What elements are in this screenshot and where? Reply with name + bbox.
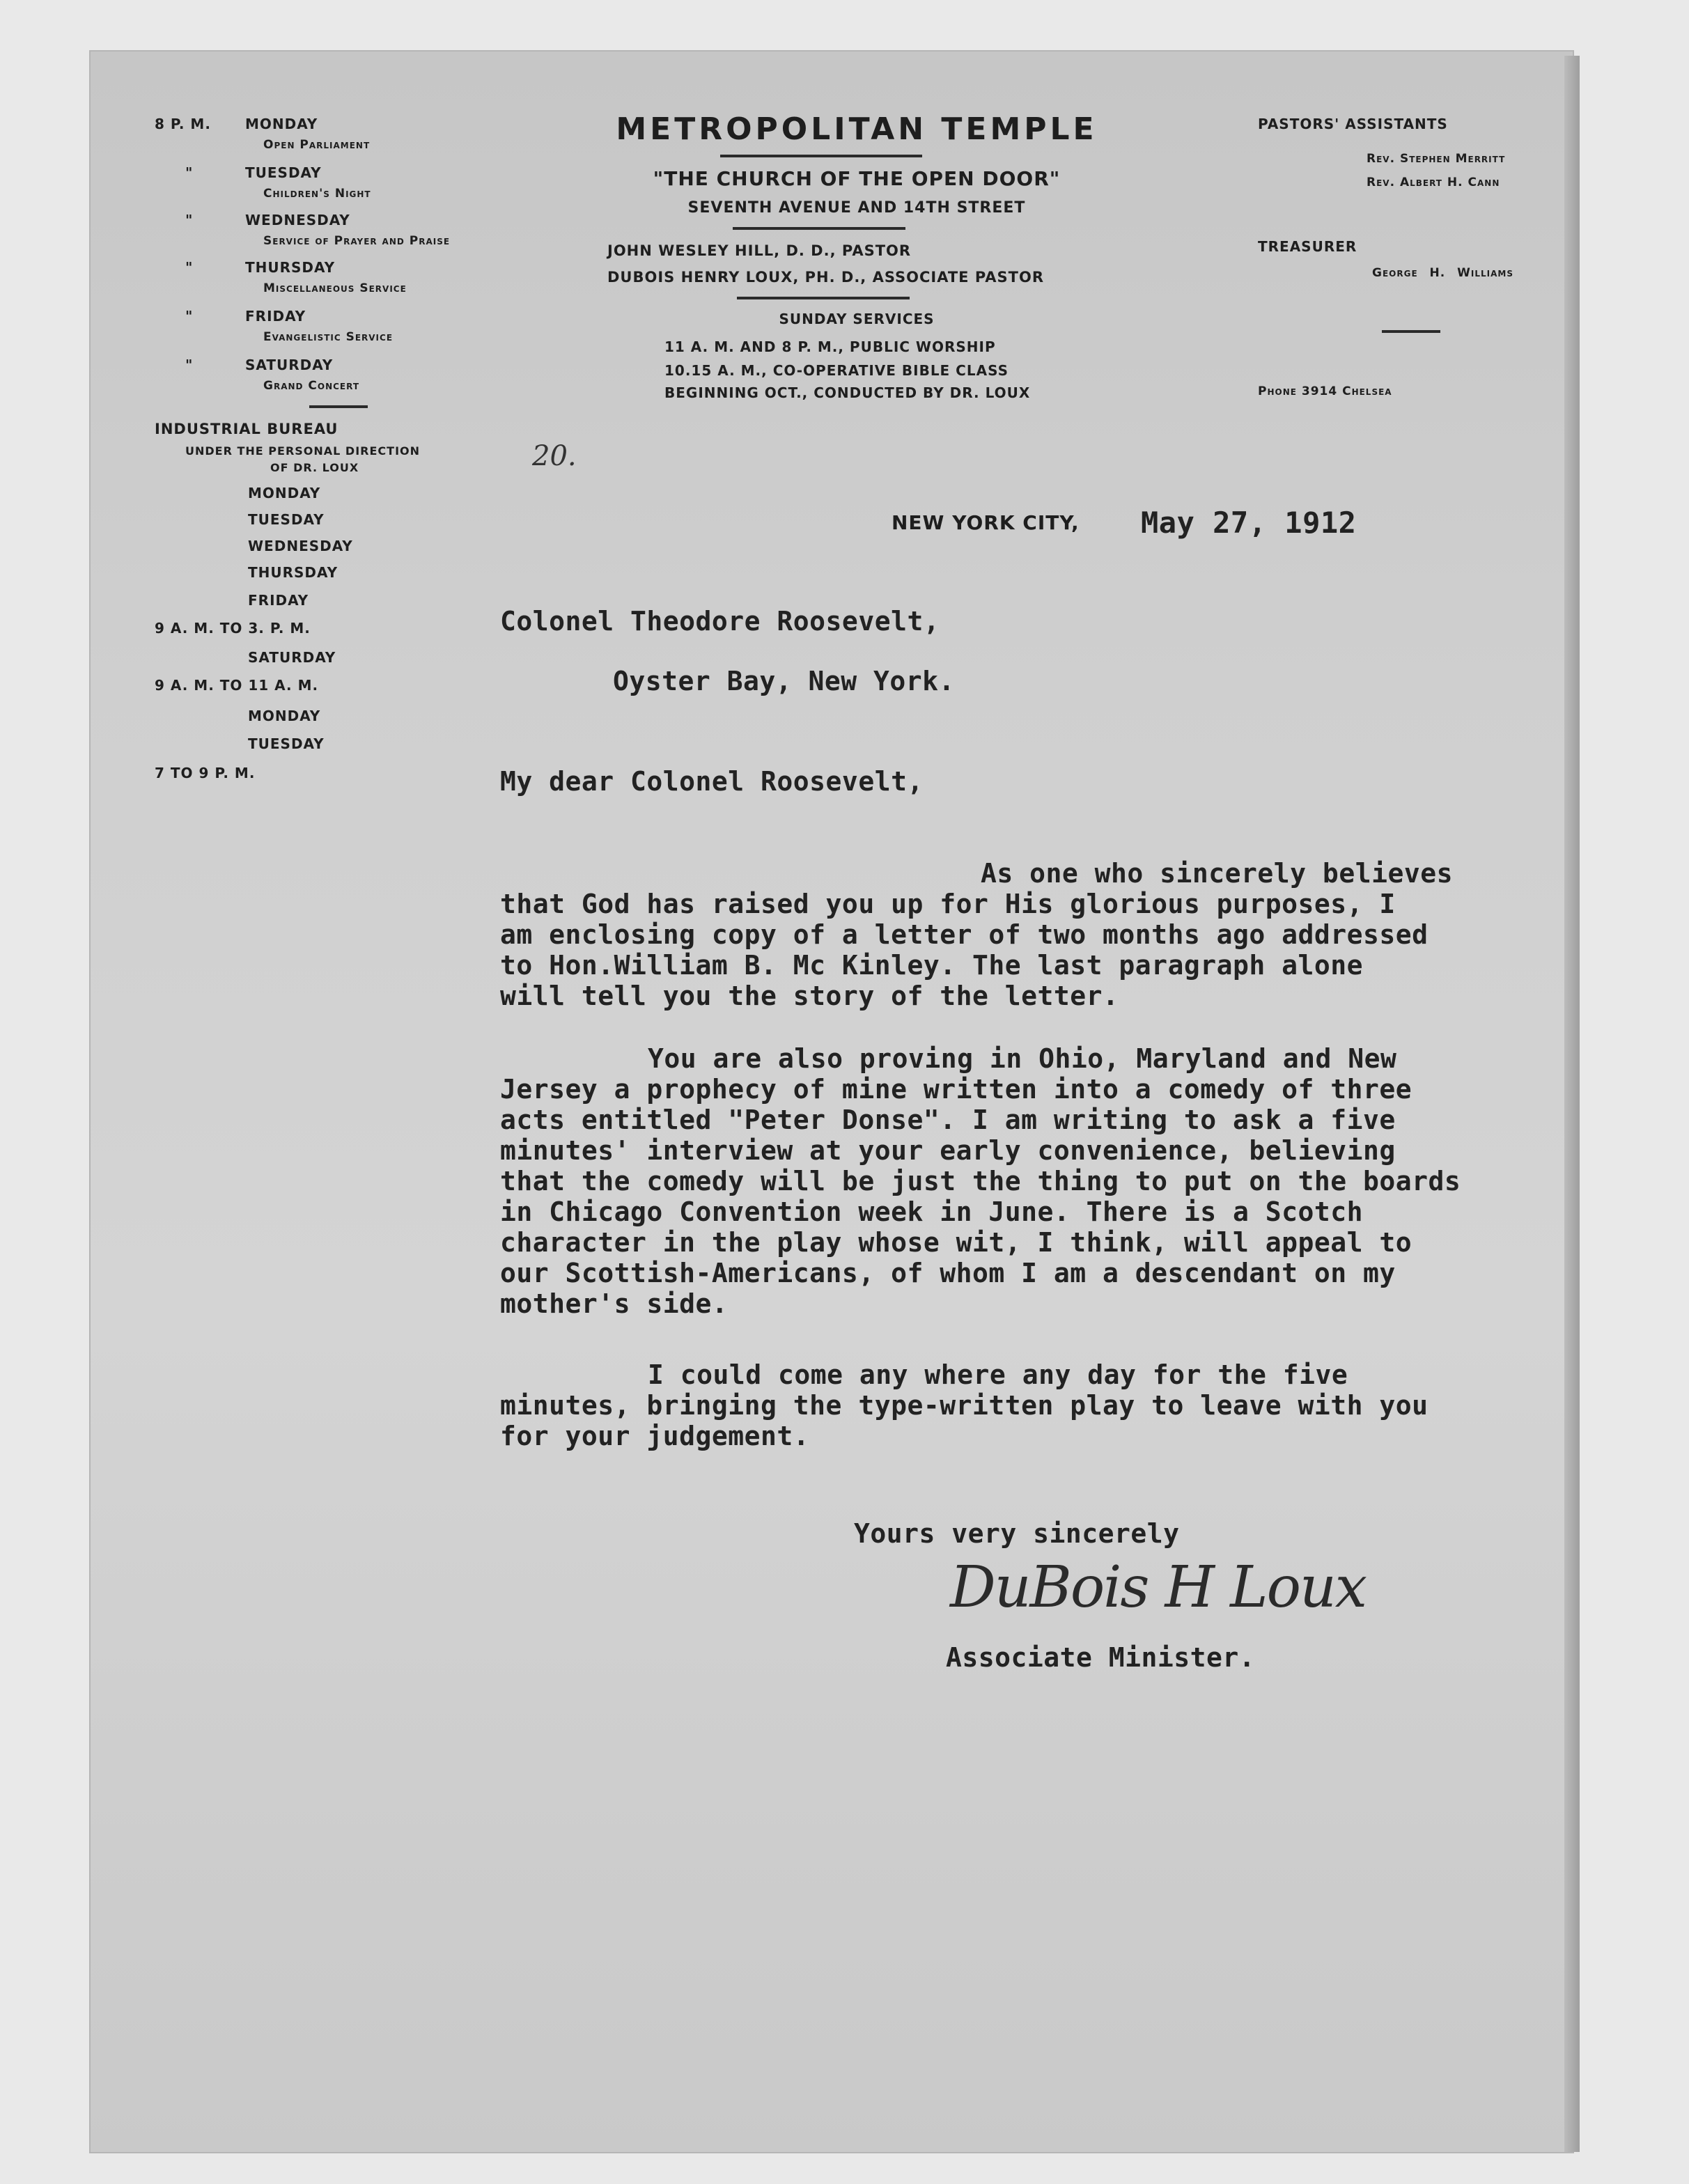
schedule-event: Evangelistic Service bbox=[263, 330, 394, 344]
church-motto: "THE CHURCH OF THE OPEN DOOR" bbox=[653, 167, 1061, 190]
schedule-day: WEDNESDAY bbox=[245, 212, 350, 228]
letter-date: May 27, 1912 bbox=[1141, 506, 1357, 540]
body-line: minutes, bringing the type-written play to leave with you bbox=[500, 1390, 1429, 1421]
body-line: our Scottish-Americans, of whom I am a descendant on my bbox=[500, 1258, 1396, 1288]
body-line: Jersey a prophecy of mine written into a comedy of three bbox=[500, 1074, 1412, 1105]
bureau-direction: OF DR. LOUX bbox=[270, 461, 359, 474]
ditto-mark: " bbox=[185, 308, 194, 325]
assistant-name: Rev. Stephen Merritt bbox=[1367, 152, 1506, 166]
treasurer-rule bbox=[1382, 330, 1440, 333]
bureau-day: THURSDAY bbox=[248, 564, 338, 581]
bureau-day: TUESDAY bbox=[248, 735, 325, 752]
bureau-title: INDUSTRIAL BUREAU bbox=[155, 421, 338, 437]
schedule-event: Miscellaneous Service bbox=[263, 281, 407, 295]
body-line: that God has raised you up for His glorious purposes, I bbox=[500, 889, 1396, 919]
bureau-day: MONDAY bbox=[248, 708, 321, 724]
body-line: character in the play whose wit, I think, will appeal to bbox=[500, 1227, 1412, 1258]
body-line: will tell you the story of the letter. bbox=[500, 981, 1119, 1011]
body-line: to Hon.William B. Mc Kinley. The last paragraph alone bbox=[500, 950, 1364, 981]
schedule-divider bbox=[309, 405, 368, 408]
body-line: I could come any where any day for the five bbox=[648, 1359, 1348, 1390]
associate-pastor-name: DUBOIS HENRY LOUX, PH. D., ASSOCIATE PASTOR bbox=[607, 269, 1045, 286]
assistants-heading: PASTORS' ASSISTANTS bbox=[1258, 116, 1448, 132]
bureau-direction: UNDER THE PERSONAL DIRECTION bbox=[185, 444, 421, 458]
pastor-name: JOHN WESLEY HILL, D. D., PASTOR bbox=[607, 242, 912, 259]
body-line: in Chicago Convention week in June. There is a Scotch bbox=[500, 1196, 1364, 1227]
church-address: SEVENTH AVENUE AND 14TH STREET bbox=[687, 199, 1026, 217]
schedule-day: FRIDAY bbox=[245, 308, 306, 325]
closing: Yours very sincerely bbox=[854, 1518, 1180, 1549]
bureau-day: SATURDAY bbox=[248, 649, 336, 666]
bureau-hours: 9 A. M. TO 11 A. M. bbox=[155, 677, 319, 694]
bureau-hours: 9 A. M. TO 3. P. M. bbox=[155, 620, 311, 637]
pastors-rule bbox=[737, 297, 910, 299]
treasurer-name: George H. Williams bbox=[1372, 266, 1514, 280]
bureau-day: WEDNESDAY bbox=[248, 538, 353, 554]
body-line: You are also proving in Ohio, Maryland and New bbox=[648, 1043, 1397, 1074]
church-name: METROPOLITAN TEMPLE bbox=[616, 111, 1098, 147]
ditto-mark: " bbox=[185, 212, 194, 228]
body-line: minutes' interview at your early convenience, believing bbox=[500, 1135, 1396, 1166]
church-phone: Phone 3914 Chelsea bbox=[1258, 384, 1392, 398]
sunday-service-line: 10.15 A. M., CO-OPERATIVE BIBLE CLASS bbox=[664, 362, 1009, 379]
schedule-event: Grand Concert bbox=[263, 379, 360, 393]
body-line: mother's side. bbox=[500, 1288, 729, 1319]
dateline-city: NEW YORK CITY, bbox=[892, 511, 1080, 534]
signer-title: Associate Minister. bbox=[946, 1642, 1256, 1673]
recipient-address: Oyster Bay, New York. bbox=[613, 666, 955, 696]
handwritten-file-number: 20. bbox=[532, 440, 577, 472]
handwritten-signature: DuBois H Loux bbox=[950, 1554, 1367, 1621]
treasurer-heading: TREASURER bbox=[1258, 238, 1357, 255]
schedule-event: Children's Night bbox=[263, 187, 371, 201]
body-line: that the comedy will be just the thing to put on the boards bbox=[500, 1166, 1461, 1196]
sunday-service-line: 11 A. M. AND 8 P. M., PUBLIC WORSHIP bbox=[664, 338, 996, 355]
sheet-edge bbox=[1564, 56, 1580, 2152]
bureau-day: MONDAY bbox=[248, 485, 321, 501]
schedule-event: Service of Prayer and Praise bbox=[263, 234, 451, 248]
body-line: acts entitled "Peter Donse". I am writing to ask a five bbox=[500, 1105, 1396, 1135]
schedule-day: THURSDAY bbox=[245, 259, 336, 276]
schedule-day: SATURDAY bbox=[245, 357, 334, 373]
salutation: My dear Colonel Roosevelt, bbox=[500, 766, 924, 797]
address-rule bbox=[733, 227, 905, 230]
body-line: for your judgement. bbox=[500, 1421, 810, 1451]
schedule-time-label: 8 P. M. bbox=[155, 116, 211, 132]
bureau-hours: 7 TO 9 P. M. bbox=[155, 765, 256, 781]
assistant-name: Rev. Albert H. Cann bbox=[1367, 176, 1500, 189]
ditto-mark: " bbox=[185, 357, 194, 373]
body-line: As one who sincerely believes bbox=[981, 858, 1453, 889]
schedule-day: TUESDAY bbox=[245, 164, 322, 181]
bureau-day: TUESDAY bbox=[248, 511, 325, 528]
sunday-services-heading: SUNDAY SERVICES bbox=[779, 311, 935, 327]
ditto-mark: " bbox=[185, 259, 194, 276]
recipient-name: Colonel Theodore Roosevelt, bbox=[500, 606, 940, 637]
schedule-day: MONDAY bbox=[245, 116, 318, 132]
body-line: am enclosing copy of a letter of two months ago addressed bbox=[500, 919, 1429, 950]
bureau-day: FRIDAY bbox=[248, 592, 309, 609]
ditto-mark: " bbox=[185, 164, 194, 181]
sunday-service-line: BEGINNING OCT., CONDUCTED BY DR. LOUX bbox=[664, 384, 1031, 401]
schedule-event: Open Parliament bbox=[263, 138, 371, 152]
title-rule bbox=[720, 155, 922, 157]
